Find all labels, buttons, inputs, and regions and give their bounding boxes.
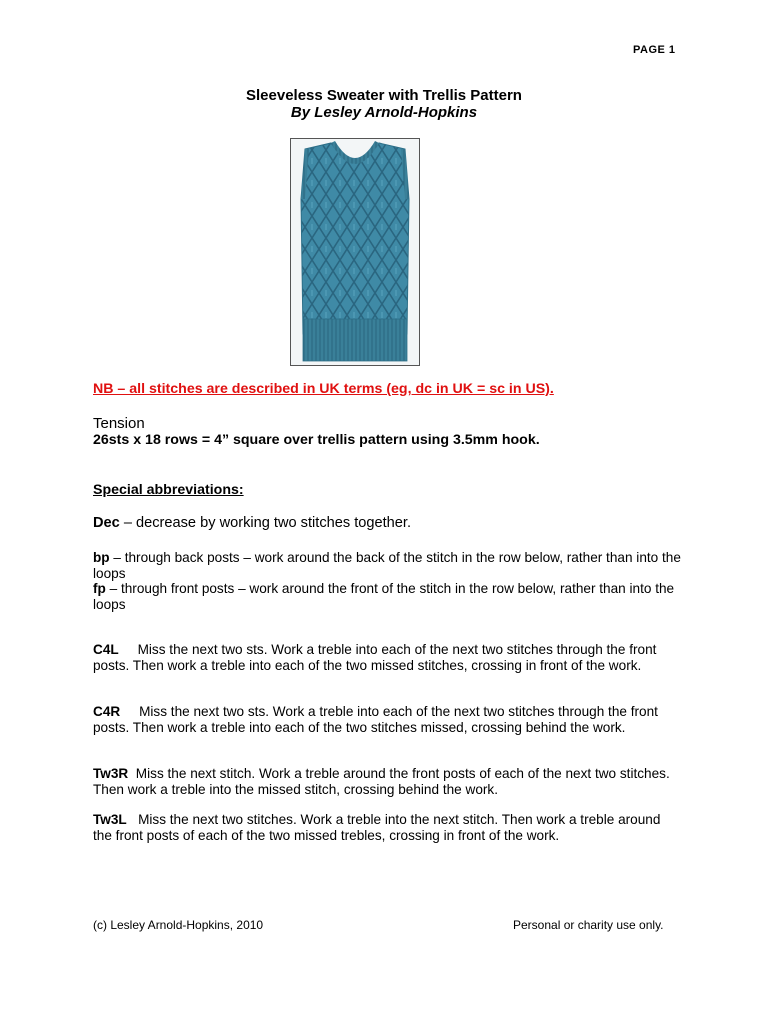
abbrev-text: – through front posts – work around the front of the stitch in the row below, rather than into the loops	[93, 581, 675, 612]
abbrev-fp	[93, 581, 683, 612]
abbrev-term: C4R	[93, 704, 121, 719]
abbrev-dec	[93, 516, 683, 532]
tension-value: 26sts x 18 rows = 4” square over trellis pattern using 3.5mm hook.	[93, 432, 540, 448]
abbrev-term: fp	[93, 581, 106, 596]
footer-copyright: (c) Lesley Arnold-Hopkins, 2010	[93, 918, 264, 932]
footer-usage: Personal or charity use only.	[513, 918, 664, 932]
abbrev-text: – through back posts – work around the back of the stitch in the row below, rather than into the loops	[93, 550, 681, 581]
page-title: Sleeveless Sweater with Trellis Pattern	[246, 87, 522, 104]
abbrev-bp	[93, 550, 683, 581]
abbreviations-heading: Special abbreviations:	[93, 482, 244, 498]
uk-terms-note: NB – all stitches are described in UK terms (eg, dc in UK = sc in US).	[93, 381, 554, 397]
abbrev-c4r	[93, 704, 683, 735]
abbrev-text: Miss the next two sts. Work a treble into each of the next two stitches through the front posts. Then work a treble into each of the two missed stitches, crossing in front of the work.	[93, 642, 661, 673]
abbrev-text: Miss the next two sts. Work a treble into each of the next two stitches through the front posts. Then work a treble into each of the two stitches missed, crossing behind the work.	[93, 704, 662, 735]
sweater-photo	[290, 138, 420, 366]
abbrev-tw3r	[93, 766, 683, 797]
abbrev-text: Miss the next stitch. Work a treble around the front posts of each of the next two stitches. Then work a treble into the missed stitch, crossing behind the work.	[93, 766, 674, 797]
abbrev-c4l	[93, 642, 683, 673]
abbrev-tw3l	[93, 812, 683, 843]
abbrev-term: C4L	[93, 642, 119, 657]
abbrev-text: – decrease by working two stitches together.	[119, 515, 412, 531]
tension-label: Tension	[93, 415, 145, 432]
abbrev-text: Miss the next two stitches. Work a treble into the next stitch. Then work a treble around the front posts of each of the two missed trebles, crossing in front of the work.	[93, 812, 665, 843]
page-number: PAGE 1	[633, 44, 676, 56]
abbrev-term: Tw3R	[93, 766, 129, 781]
abbrev-term: Dec	[93, 515, 120, 531]
author-byline: By Lesley Arnold-Hopkins	[290, 104, 478, 121]
abbrev-term: Tw3L	[93, 812, 127, 827]
abbrev-term: bp	[93, 550, 110, 565]
sweater-illustration	[291, 139, 419, 365]
